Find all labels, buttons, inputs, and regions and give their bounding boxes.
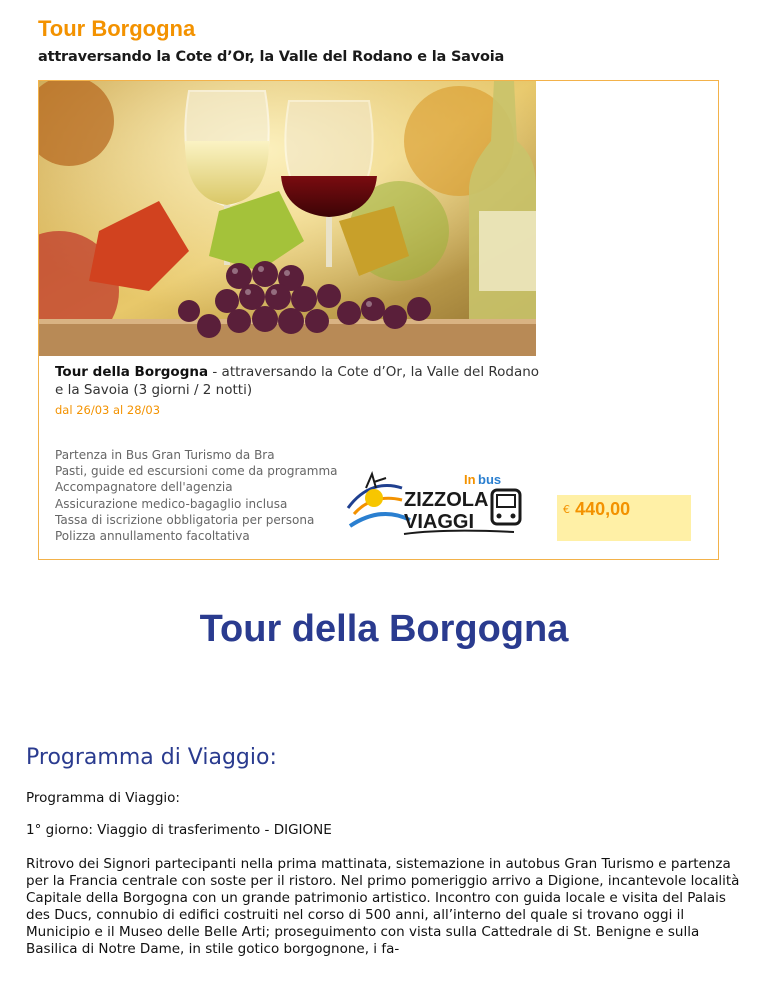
- logo-line1: ZIZZOLA: [404, 489, 489, 511]
- zizzola-viaggi-logo: [344, 468, 524, 540]
- card-title-bold: Tour della Borgogna: [55, 364, 209, 380]
- inbus-in: In: [464, 472, 476, 487]
- price-box: [557, 495, 691, 541]
- feature-item: Tassa di iscrizione obbligatoria per persona: [55, 512, 315, 527]
- feature-item: Pasti, guide ed escursioni come da programma: [55, 464, 338, 479]
- paragraph: 1° giorno: Viaggio di trasferimento - DIGIONE: [26, 822, 332, 838]
- tour-card: [38, 80, 719, 560]
- feature-item: Accompagnatore dell'agenzia: [55, 480, 233, 495]
- page-subtitle: attraversando la Cote d’Or, la Valle del Rodano e la Savoia: [38, 49, 505, 65]
- feature-item: Assicurazione medico-bagaglio inclusa: [55, 496, 288, 511]
- feature-item: Partenza in Bus Gran Turismo da Bra: [55, 448, 275, 462]
- price-amount: 440,00: [575, 499, 631, 519]
- paragraph: Ritrovo dei Signori partecipanti nella prima mattinata, sistemazione in autobus Gran Turismo e partenza per la Francia centrale con soste per il ristoro. Nel primo pomeriggio arrivo a Digione, incantevole località Capitale della Borgogna con un grande patrimonio artistico. Incontro con guida locale e visita del Palais des Ducs, connubio di edifici costruiti nel corso di 500 anni, all’interno del quale si trovano oggi il Municipio e il Museo delle Belle Arti; proseguimento con vista sulla Cattedrale di St. Benigne e sulla Basilica di Notre Dame, in stile gotico borgognone, i fa-: [26, 856, 740, 957]
- tour-photo: [39, 81, 536, 356]
- price-currency: €: [563, 503, 570, 516]
- features-list: [55, 447, 340, 544]
- card-title: [55, 363, 545, 399]
- paragraph: Programma di Viaggio:: [26, 790, 180, 806]
- feature-item: Polizza annullamento facoltativa: [55, 529, 250, 544]
- page-title: Tour Borgogna: [38, 16, 196, 41]
- inbus-bus: bus: [478, 472, 502, 487]
- tour-dates: dal 26/03 al 28/03: [55, 403, 161, 417]
- section-heading: Programma di Viaggio:: [26, 745, 277, 770]
- main-heading: Tour della Borgogna: [199, 608, 569, 650]
- wine-grapes-image: [39, 81, 536, 356]
- logo-line2: VIAGGI: [404, 511, 475, 533]
- card-title-rest: - attraversando la Cote d’Or, la Valle del Rodano e la Savoia (3 giorni / 2 notti): [55, 364, 540, 398]
